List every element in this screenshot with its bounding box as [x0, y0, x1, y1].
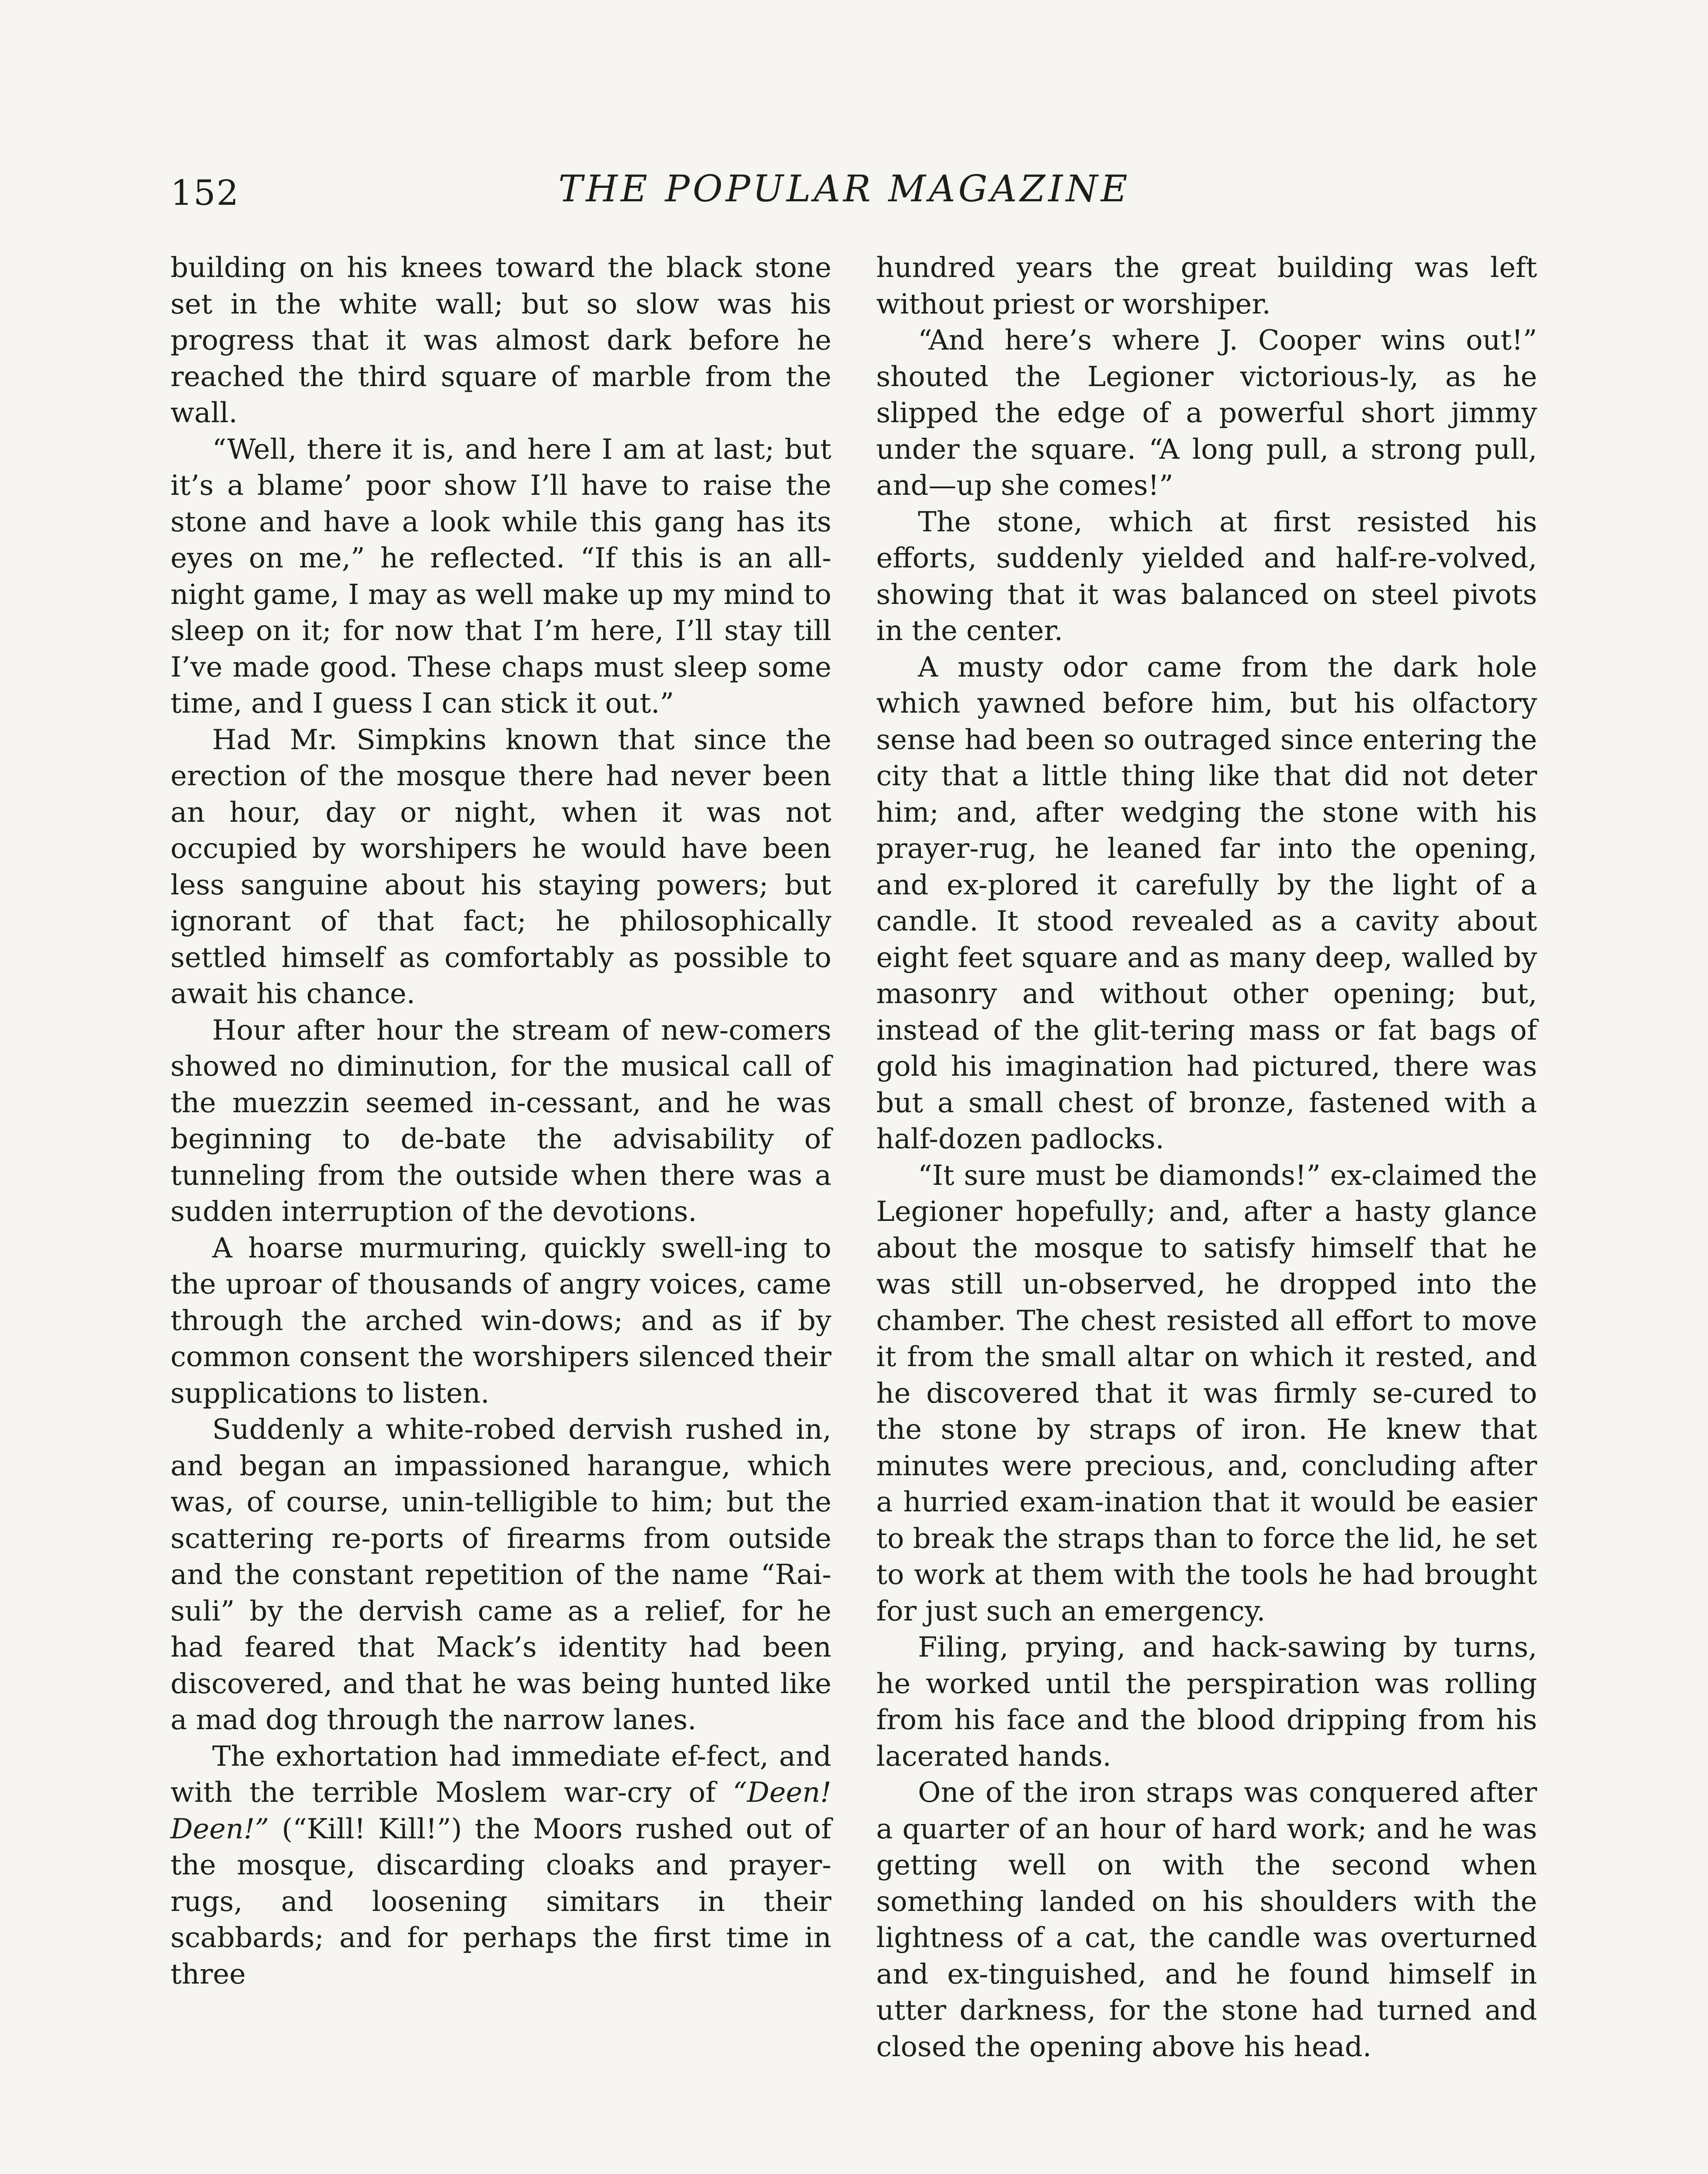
page-header — [170, 167, 1518, 228]
paragraph: hundred years the great building was left without priest or worshiper. — [876, 252, 1537, 320]
running-head: THE POPULAR MAGAZINE — [558, 167, 1131, 210]
paragraph: The stone, which at first resisted his efforts, suddenly yielded and half-re-volved, showing that it was balanced on steel pivots in the center. — [876, 506, 1537, 647]
right-column — [876, 250, 1537, 2065]
page-number: 152 — [170, 173, 240, 213]
paragraph: Had Mr. Simpkins known that since the erection of the mosque there had never been an hour, day or night, when it was not occupied by worshipers he would have been less sanguine about his staying powers; but ignorant of that fact; he philosophically settled himself as comfortably as possible to await his chance. — [170, 724, 831, 1010]
paragraph-text: (“Kill! Kill!”) the Moors rushed out of the mosque, discarding cloaks and prayer-rugs, and loosening simitars in their scabbards; and for perhaps the first time in three — [170, 1813, 831, 1991]
paragraph: A musty odor came from the dark hole which yawned before him, but his olfactory sense had been so outraged since entering the city that a little thing like that did not deter him; and, after wedging the stone with his prayer-rug, he leaned far into the opening, and ex-plored it carefully by the light of a candle. It stood revealed as a cavity about eight feet square and as many deep, walled by masonry and without other opening; but, instead of the glit-tering mass or fat bags of gold his imagination had pictured, there was but a small chest of bronze, fastened with a half-dozen padlocks. — [876, 651, 1537, 1155]
paragraph: Suddenly a white-robed dervish rushed in, and began an impassioned harangue, which was, of course, unin-telligible to him; but the scattering re-ports of firearms from outside and the constant repetition of the name “Rai-suli” by the dervish came as a relief, for he had feared that Mack’s identity had been discovered, and that he was being hunted like a mad dog through the narrow lanes. — [170, 1414, 831, 1736]
paragraph: “It sure must be diamonds!” ex-claimed the Legioner hopefully; and, after a hasty glance about the mosque to satisfy himself that he was still un-observed, he dropped into the chamber. The chest resisted all effort to move it from the small altar on which it rested, and he discovered that it was firmly se-cured to the stone by straps of iron. He knew that minutes were precious, and, concluding after a hurried exam-ination that it would be easier to break the straps than to force the lid, he set to work at them with the tools he had brought for just such an emergency. — [876, 1159, 1537, 1627]
paragraph: A hoarse murmuring, quickly swell-ing to the uproar of thousands of angry voices, came through the arched win-dows; and as if by common consent the worshipers silenced their supplications to listen. — [170, 1232, 831, 1410]
paragraph-text: The exhortation had immediate ef-fect, and with the terrible Moslem war-cry of — [170, 1740, 831, 1809]
paragraph: Hour after hour the stream of new-comers showed no diminution, for the musical call of the muezzin seemed in-cessant, and he was beginning to de-bate the advisability of tunneling from the outside when there was a sudden interruption of the devotions. — [170, 1014, 831, 1228]
paragraph: Filing, prying, and hack-sawing by turns, he worked until the perspiration was rolling from his face and the blood dripping from his lacerated hands. — [876, 1631, 1537, 1773]
war-cry-italic: “Deen! Deen!” — [170, 1777, 831, 1845]
left-column — [170, 250, 831, 1993]
paragraph — [170, 1739, 831, 1993]
paragraph: One of the iron straps was conquered after a quarter of an hour of hard work; and he was getting well on with the second when something landed on his shoulders with the lightness of a cat, the candle was overturned and ex-tinguished, and he found himself in utter darkness, for the stone had turned and closed the opening above his head. — [876, 1777, 1537, 2063]
paragraph: “And here’s where J. Cooper wins out!” shouted the Legioner victorious-ly, as he slipped the edge of a powerful short jimmy under the square. “A long pull, a strong pull, and—up she comes!” — [876, 324, 1537, 502]
paragraph: building on his knees toward the black stone set in the white wall; but so slow was his progress that it was almost dark before he reached the third square of marble from the wall. — [170, 252, 831, 429]
paragraph: “Well, there it is, and here I am at last; but it’s a blame’ poor show I’ll have to raise the stone and have a look while this gang has its eyes on me,” he reflected. “If this is an all-night game, I may as well make up my mind to sleep on it; for now that I’m here, I’ll stay till I’ve made good. These chaps must sleep some time, and I guess I can stick it out.” — [170, 433, 831, 720]
